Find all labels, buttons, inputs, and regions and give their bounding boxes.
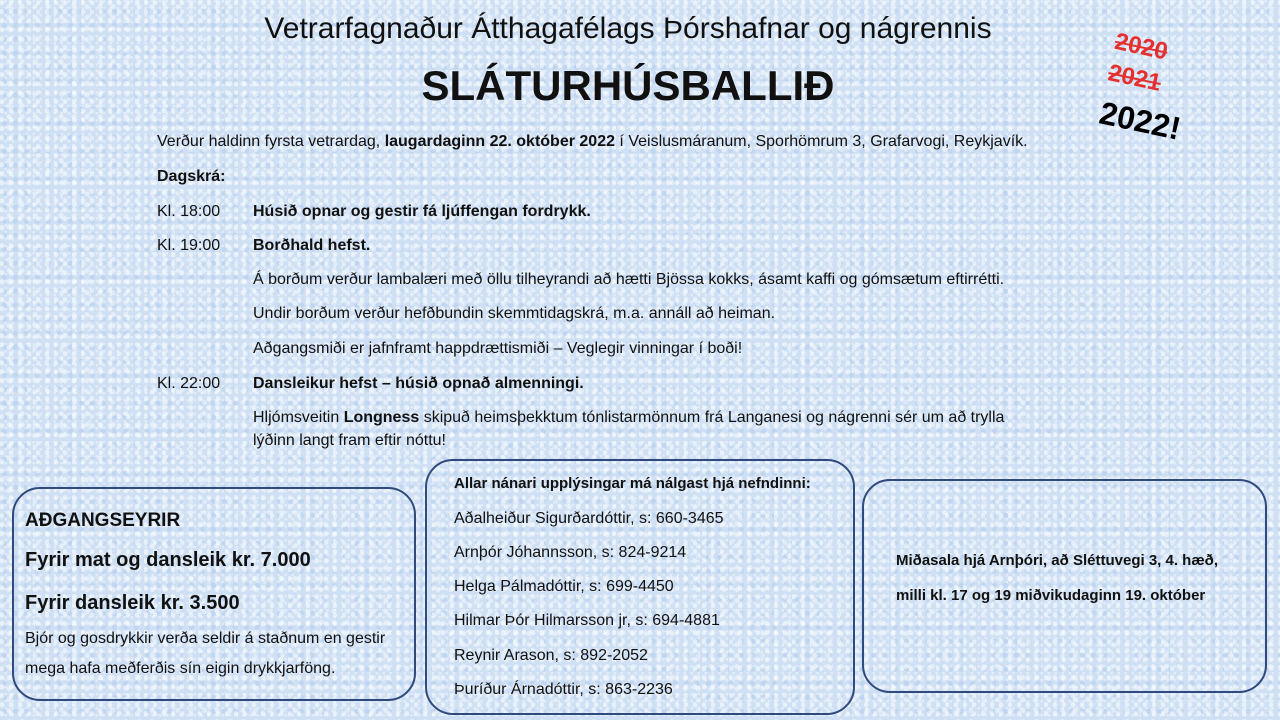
committee-member: Helga Pálmadóttir, s: 699-4450 xyxy=(454,578,674,595)
band-after: skipuð heimsþekktum tónlistarmönnum frá Langanesi og nágrenni sér um að trylla xyxy=(419,409,1005,426)
committee-box xyxy=(425,459,855,715)
ticket-sale-line1: Miðasala hjá Arnþóri, að Sléttuvegi 3, 4. hæð, xyxy=(896,552,1219,569)
time-2200: Kl. 22:00 xyxy=(157,375,221,392)
event-subtitle: Vetrarfagnaður Átthagafélags Þórshafnar og nágrennis xyxy=(264,12,992,45)
committee-member: Reynir Arason, s: 892-2052 xyxy=(454,647,648,664)
drinks-note-line2: mega hafa meðferðis sín eigin drykkjarföng. xyxy=(25,660,336,677)
agenda-1900-entertainment: Undir borðum verður hefðbundin skemmtidagskrá, m.a. annáll að heiman. xyxy=(253,305,776,322)
agenda-1900-raffle: Aðgangsmiði er jafnframt happdrættismiði – Veglegir vinningar í boði! xyxy=(253,340,743,357)
crossed-year-2021: 2021 xyxy=(1105,59,1164,97)
committee-member: Hilmar Þór Hilmarsson jr, s: 694-4881 xyxy=(454,612,720,629)
admission-heading: AÐGANGSEYRIR xyxy=(25,510,181,531)
agenda-2200-headline: Dansleikur hefst – húsið opnað almenningi. xyxy=(253,375,584,392)
committee-member: Arnþór Jóhannsson, s: 824-9214 xyxy=(454,544,687,561)
intro-before: Verður haldinn fyrsta vetrardag, xyxy=(157,133,385,150)
price-dinner-dance: Fyrir mat og dansleik kr. 7.000 xyxy=(25,549,311,571)
intro-after: í Veislusmáranum, Sporhömrum 3, Grafarvogi, Reykjavík. xyxy=(614,133,1028,150)
crossed-year-2020: 2020 xyxy=(1112,28,1171,66)
agenda-2200-band xyxy=(253,409,1004,427)
band-before: Hljómsveitin xyxy=(253,409,344,426)
band-name: Longness xyxy=(343,409,420,426)
agenda-2200-band-cont: lýðinn langt fram eftir nóttu! xyxy=(253,432,446,449)
committee-member: Aðalheiður Sigurðardóttir, s: 660-3465 xyxy=(454,510,724,527)
intro-date: laugardaginn 22. október 2022 xyxy=(384,133,615,150)
ticket-sale-line2: milli kl. 17 og 19 miðvikudaginn 19. október xyxy=(896,587,1206,604)
admission-box xyxy=(12,487,416,701)
drinks-note xyxy=(25,624,405,684)
drinks-note-line1: Bjór og gosdrykkir verða seldir á staðnum en gestir xyxy=(25,630,386,647)
time-1900: Kl. 19:00 xyxy=(157,237,221,254)
agenda-1900-menu: Á borðum verður lambalæri með öllu tilheyrandi að hætti Bjössa kokks, ásamt kaffi og gómsætum eftirrétti. xyxy=(253,271,1005,288)
ticket-sale-box xyxy=(862,479,1267,693)
event-title: SLÁTURHÚSBALLIÐ xyxy=(421,62,835,109)
committee-member: Þuríður Árnadóttir, s: 863-2236 xyxy=(454,681,673,698)
price-dance-only: Fyrir dansleik kr. 3.500 xyxy=(25,592,240,614)
program-heading: Dagskrá: xyxy=(157,168,226,185)
year-stamp xyxy=(1087,28,1236,200)
agenda-1900-headline: Borðhald hefst. xyxy=(253,237,371,254)
committee-heading: Allar nánari upplýsingar má nálgast hjá nefndinni: xyxy=(454,475,811,492)
intro-text xyxy=(157,133,1028,151)
agenda-1800-headline: Húsið opnar og gestir fá ljúffengan fordrykk. xyxy=(253,203,591,220)
time-1800: Kl. 18:00 xyxy=(157,203,221,220)
current-year: 2022! xyxy=(1096,94,1184,147)
